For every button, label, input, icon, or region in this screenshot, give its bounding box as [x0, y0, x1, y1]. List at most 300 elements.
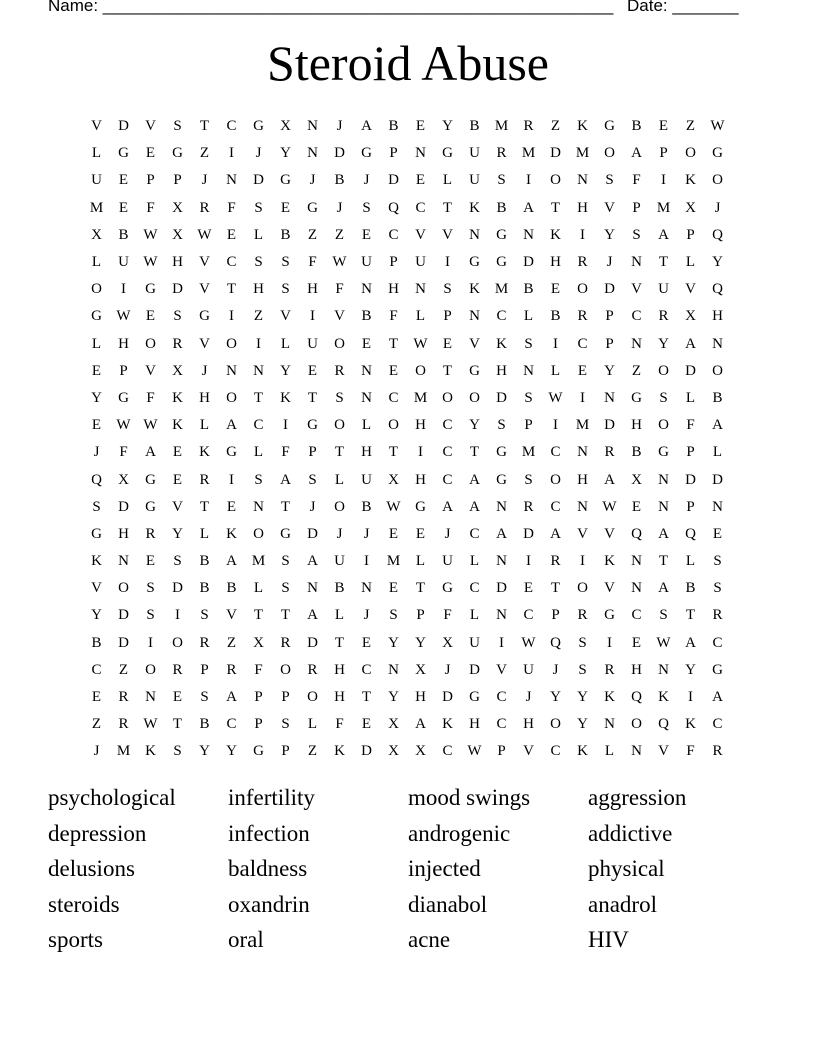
grid-letter: L	[361, 417, 372, 434]
grid-letter: R	[658, 308, 669, 325]
grid-letter: Q	[712, 281, 723, 298]
grid-letter: J	[363, 607, 370, 624]
grid-letter: E	[361, 634, 372, 651]
grid-letter: H	[361, 444, 372, 461]
grid-letter: Z	[118, 661, 129, 678]
grid-letter: S	[254, 471, 263, 488]
grid-letter: S	[659, 607, 668, 624]
grid-letter: F	[227, 199, 236, 216]
grid-letter: G	[496, 471, 507, 488]
grid-letter: Z	[253, 308, 264, 325]
grid-letter: O	[145, 661, 156, 678]
grid-letter: C	[442, 471, 453, 488]
grid-letter: I	[148, 634, 153, 651]
grid-letter: C	[550, 444, 561, 461]
grid-letter: E	[712, 525, 723, 542]
grid-letter: R	[172, 661, 183, 678]
grid-letter: C	[550, 743, 561, 760]
grid-letter: C	[469, 525, 480, 542]
grid-letter: A	[226, 417, 237, 434]
grid-letter: N	[658, 661, 669, 678]
grid-letter: L	[712, 444, 723, 461]
grid-letter: L	[91, 335, 102, 352]
grid-letter: H	[550, 254, 561, 271]
grid-letter: I	[553, 335, 558, 352]
grid-letter: N	[307, 580, 318, 597]
word-bank-item: addictive	[588, 820, 673, 846]
grid-letter: X	[388, 471, 399, 488]
grid-letter: U	[307, 335, 318, 352]
grid-letter: X	[415, 661, 426, 678]
grid-letter: S	[659, 389, 668, 406]
grid-letter: O	[145, 335, 156, 352]
grid-letter: S	[173, 553, 182, 570]
grid-letter: L	[91, 145, 102, 162]
grid-letter: K	[145, 743, 156, 760]
grid-letter: V	[199, 335, 210, 352]
grid-letter: L	[442, 172, 453, 189]
grid-letter: F	[146, 199, 155, 216]
grid-letter: W	[413, 335, 428, 352]
grid-letter: S	[524, 335, 533, 352]
grid-letter: E	[145, 308, 156, 325]
grid-letter: N	[145, 689, 156, 706]
grid-letter: A	[469, 471, 480, 488]
grid-letter: P	[146, 172, 155, 189]
grid-letter: A	[631, 145, 642, 162]
grid-letter: E	[361, 716, 372, 733]
grid-letter: T	[685, 607, 696, 624]
grid-letter: G	[145, 281, 156, 298]
grid-letter: R	[334, 362, 345, 379]
grid-letter: N	[604, 716, 615, 733]
grid-letter: A	[523, 199, 534, 216]
grid-letter: X	[388, 716, 399, 733]
word-bank-item: delusions	[48, 856, 135, 882]
grid-letter: J	[93, 743, 100, 760]
grid-letter: G	[496, 254, 507, 271]
grid-letter: A	[226, 553, 237, 570]
grid-letter: H	[523, 716, 534, 733]
grid-letter: D	[388, 172, 399, 189]
grid-letter: V	[496, 661, 507, 678]
grid-letter: E	[415, 525, 426, 542]
grid-letter: Y	[658, 335, 669, 352]
grid-letter: K	[577, 743, 588, 760]
grid-letter: A	[496, 525, 507, 542]
grid-letter: J	[309, 172, 316, 189]
grid-letter: S	[281, 580, 290, 597]
grid-letter: C	[442, 743, 453, 760]
grid-letter: J	[606, 254, 613, 271]
word-bank-item: acne	[408, 927, 451, 953]
grid-letter: D	[496, 580, 507, 597]
grid-letter: T	[334, 444, 345, 461]
grid-letter: A	[685, 634, 696, 651]
grid-letter: I	[283, 417, 288, 434]
grid-letter: C	[469, 580, 480, 597]
grid-letter: Y	[442, 118, 453, 135]
grid-letter: Y	[712, 254, 723, 271]
grid-letter: B	[280, 226, 291, 243]
grid-letter: U	[361, 254, 372, 271]
grid-letter: V	[604, 580, 615, 597]
grid-letter: S	[281, 716, 290, 733]
grid-letter: I	[229, 308, 234, 325]
grid-letter: P	[551, 607, 560, 624]
grid-letter: N	[604, 389, 615, 406]
grid-letter: E	[388, 580, 399, 597]
grid-letter: L	[253, 444, 264, 461]
grid-letter: P	[254, 689, 263, 706]
grid-letter: Z	[199, 145, 210, 162]
grid-letter: Z	[334, 226, 345, 243]
grid-letter: J	[255, 145, 262, 162]
grid-letter: I	[661, 172, 666, 189]
grid-letter: G	[469, 254, 480, 271]
grid-letter: L	[415, 308, 426, 325]
grid-letter: Y	[388, 634, 399, 651]
grid-letter: D	[523, 254, 534, 271]
grid-letter: S	[200, 607, 209, 624]
grid-letter: P	[443, 308, 452, 325]
word-bank-item: androgenic	[408, 820, 511, 846]
grid-letter: S	[335, 389, 344, 406]
grid-letter: G	[496, 444, 507, 461]
grid-letter: L	[415, 553, 426, 570]
grid-letter: S	[605, 172, 614, 189]
grid-letter: B	[334, 172, 345, 189]
grid-letter: P	[389, 145, 398, 162]
grid-letter: E	[442, 335, 453, 352]
grid-letter: K	[496, 335, 507, 352]
grid-letter: T	[658, 553, 669, 570]
grid-letter: K	[658, 689, 669, 706]
grid-letter: E	[172, 444, 183, 461]
grid-letter: F	[308, 254, 317, 271]
grid-letter: Y	[577, 716, 588, 733]
grid-letter: G	[253, 743, 264, 760]
grid-letter: B	[334, 580, 345, 597]
grid-letter: T	[334, 634, 345, 651]
grid-letter: H	[469, 716, 480, 733]
grid-letter: B	[469, 118, 480, 135]
grid-letter: B	[712, 389, 723, 406]
grid-letter: X	[91, 226, 102, 243]
grid-letter: T	[280, 607, 291, 624]
grid-letter: S	[146, 580, 155, 597]
grid-letter: K	[469, 199, 480, 216]
grid-letter: R	[523, 498, 534, 515]
grid-letter: H	[577, 471, 588, 488]
grid-letter: I	[607, 634, 612, 651]
grid-letter: N	[577, 172, 588, 189]
grid-letter: S	[713, 580, 722, 597]
grid-letter: Y	[91, 607, 102, 624]
grid-letter: S	[254, 199, 263, 216]
grid-letter: K	[280, 389, 291, 406]
grid-letter: S	[497, 172, 506, 189]
grid-letter: R	[199, 199, 210, 216]
grid-letter: U	[415, 254, 426, 271]
grid-letter: Y	[550, 689, 561, 706]
grid-letter: X	[685, 308, 696, 325]
grid-letter: E	[172, 471, 183, 488]
grid-letter: J	[336, 199, 343, 216]
grid-letter: E	[631, 498, 642, 515]
grid-letter: J	[93, 444, 100, 461]
grid-letter: G	[145, 471, 156, 488]
grid-letter: M	[89, 199, 104, 216]
grid-letter: U	[658, 281, 669, 298]
grid-letter: O	[442, 389, 453, 406]
grid-letter: A	[685, 335, 696, 352]
grid-letter: N	[253, 498, 264, 515]
grid-letter: L	[280, 335, 291, 352]
grid-letter: E	[145, 145, 156, 162]
grid-letter: Y	[226, 743, 237, 760]
grid-letter: I	[580, 389, 585, 406]
grid-letter: N	[361, 362, 372, 379]
grid-letter: E	[307, 362, 318, 379]
grid-letter: J	[336, 525, 343, 542]
grid-letter: I	[418, 444, 423, 461]
grid-letter: E	[658, 118, 669, 135]
grid-letter: O	[253, 525, 264, 542]
grid-letter: L	[523, 308, 534, 325]
grid-letter: P	[119, 362, 128, 379]
grid-letter: O	[712, 172, 723, 189]
grid-letter: W	[143, 716, 158, 733]
grid-letter: I	[445, 254, 450, 271]
grid-letter: O	[658, 417, 669, 434]
grid-letter: C	[361, 661, 372, 678]
grid-letter: U	[442, 553, 453, 570]
grid-letter: M	[575, 417, 590, 434]
grid-letter: R	[199, 634, 210, 651]
grid-letter: C	[712, 716, 723, 733]
grid-letter: I	[364, 553, 369, 570]
grid-letter: S	[281, 254, 290, 271]
grid-letter: G	[172, 145, 183, 162]
grid-letter: G	[415, 498, 426, 515]
grid-letter: R	[550, 553, 561, 570]
grid-letter: H	[631, 417, 642, 434]
grid-letter: C	[496, 689, 507, 706]
word-bank-item: depression	[48, 820, 147, 846]
grid-letter: A	[550, 525, 561, 542]
grid-letter: H	[334, 689, 345, 706]
grid-letter: L	[199, 525, 210, 542]
grid-letter: Q	[685, 525, 696, 542]
grid-letter: E	[118, 199, 129, 216]
grid-letter: D	[172, 580, 183, 597]
grid-letter: X	[685, 199, 696, 216]
grid-letter: C	[631, 308, 642, 325]
grid-letter: G	[658, 444, 669, 461]
grid-letter: L	[604, 743, 615, 760]
grid-letter: E	[388, 525, 399, 542]
grid-letter: K	[469, 281, 480, 298]
grid-letter: V	[91, 118, 102, 135]
grid-letter: V	[145, 362, 156, 379]
grid-letter: R	[577, 607, 588, 624]
grid-letter: Q	[388, 199, 399, 216]
grid-letter: V	[415, 226, 426, 243]
grid-letter: P	[281, 743, 290, 760]
grid-letter: K	[334, 743, 345, 760]
grid-letter: F	[686, 417, 695, 434]
grid-letter: K	[685, 716, 696, 733]
grid-letter: N	[631, 553, 642, 570]
grid-letter: V	[199, 281, 210, 298]
grid-letter: D	[685, 362, 696, 379]
grid-letter: P	[605, 335, 614, 352]
grid-letter: G	[199, 308, 210, 325]
grid-letter: N	[496, 498, 507, 515]
grid-letter: R	[199, 471, 210, 488]
grid-letter: W	[116, 308, 131, 325]
grid-letter: M	[116, 743, 131, 760]
grid-letter: O	[550, 716, 561, 733]
grid-letter: C	[523, 607, 534, 624]
grid-letter: E	[388, 362, 399, 379]
grid-letter: R	[523, 118, 534, 135]
grid-letter: P	[281, 689, 290, 706]
grid-letter: O	[307, 689, 318, 706]
grid-letter: V	[91, 580, 102, 597]
grid-letter: L	[685, 389, 696, 406]
grid-letter: O	[469, 389, 480, 406]
grid-letter: C	[226, 716, 237, 733]
grid-letter: B	[685, 580, 696, 597]
grid-letter: N	[496, 553, 507, 570]
grid-letter: O	[280, 661, 291, 678]
grid-letter: Q	[658, 716, 669, 733]
grid-letter: W	[197, 226, 212, 243]
grid-letter: P	[524, 417, 533, 434]
grid-letter: N	[361, 580, 372, 597]
grid-letter: S	[200, 689, 209, 706]
grid-letter: L	[253, 226, 264, 243]
grid-letter: F	[254, 661, 263, 678]
grid-letter: S	[713, 553, 722, 570]
grid-letter: N	[523, 362, 534, 379]
grid-letter: S	[146, 607, 155, 624]
grid-letter: S	[578, 634, 587, 651]
grid-letter: G	[280, 172, 291, 189]
grid-letter: C	[442, 444, 453, 461]
grid-letter: O	[685, 145, 696, 162]
grid-letter: Z	[550, 118, 561, 135]
grid-letter: W	[386, 498, 401, 515]
grid-letter: V	[226, 607, 237, 624]
grid-letter: A	[226, 689, 237, 706]
grid-letter: H	[496, 362, 507, 379]
grid-letter: N	[658, 471, 669, 488]
grid-letter: B	[199, 553, 210, 570]
grid-letter: V	[631, 281, 642, 298]
grid-letter: B	[523, 281, 534, 298]
grid-letter: L	[550, 362, 561, 379]
grid-letter: Y	[604, 226, 615, 243]
grid-letter: E	[91, 689, 102, 706]
grid-letter: G	[469, 689, 480, 706]
grid-letter: T	[415, 580, 426, 597]
grid-letter: H	[415, 471, 426, 488]
grid-letter: O	[631, 716, 642, 733]
grid-letter: Y	[469, 417, 480, 434]
grid-letter: P	[254, 716, 263, 733]
grid-letter: H	[307, 281, 318, 298]
word-bank-item: injected	[408, 856, 481, 882]
word-bank-item: aggression	[588, 785, 687, 810]
grid-letter: C	[712, 634, 723, 651]
grid-letter: T	[199, 498, 210, 515]
grid-letter: Q	[712, 226, 723, 243]
grid-letter: G	[91, 308, 102, 325]
grid-letter: N	[496, 607, 507, 624]
grid-letter: J	[444, 661, 451, 678]
grid-letter: X	[631, 471, 642, 488]
grid-letter: E	[280, 199, 291, 216]
grid-letter: D	[118, 634, 129, 651]
grid-letter: B	[361, 498, 372, 515]
grid-letter: K	[604, 553, 615, 570]
grid-letter: D	[469, 661, 480, 678]
grid-letter: B	[496, 199, 507, 216]
grid-letter: U	[361, 471, 372, 488]
grid-letter: X	[280, 118, 291, 135]
grid-letter: M	[575, 145, 590, 162]
grid-letter: B	[631, 118, 642, 135]
name-field-label: Name: ______________________________________________________	[48, 0, 614, 15]
grid-letter: D	[253, 172, 264, 189]
grid-letter: C	[91, 661, 102, 678]
grid-letter: W	[602, 498, 617, 515]
grid-letter: V	[442, 226, 453, 243]
grid-letter: E	[577, 362, 588, 379]
grid-letter: I	[229, 471, 234, 488]
grid-letter: N	[631, 254, 642, 271]
grid-letter: H	[712, 308, 723, 325]
grid-letter: U	[523, 661, 534, 678]
grid-letter: B	[91, 634, 102, 651]
grid-letter: P	[416, 607, 425, 624]
grid-letter: N	[631, 580, 642, 597]
grid-letter: J	[201, 172, 208, 189]
grid-letter: O	[172, 634, 183, 651]
word-bank-item: sports	[48, 927, 103, 953]
grid-letter: C	[415, 199, 426, 216]
grid-letter: E	[91, 417, 102, 434]
grid-letter: S	[443, 281, 452, 298]
grid-letter: S	[254, 254, 263, 271]
grid-letter: I	[526, 172, 531, 189]
grid-letter: K	[604, 689, 615, 706]
grid-letter: Y	[577, 689, 588, 706]
grid-letter: G	[118, 389, 129, 406]
grid-letter: R	[118, 689, 129, 706]
grid-letter: N	[118, 553, 129, 570]
grid-letter: Z	[91, 716, 102, 733]
grid-letter: Y	[199, 743, 210, 760]
grid-letter: K	[172, 389, 183, 406]
grid-letter: V	[280, 308, 291, 325]
grid-letter: T	[199, 118, 210, 135]
grid-letter: C	[388, 389, 399, 406]
grid-letter: A	[658, 580, 669, 597]
